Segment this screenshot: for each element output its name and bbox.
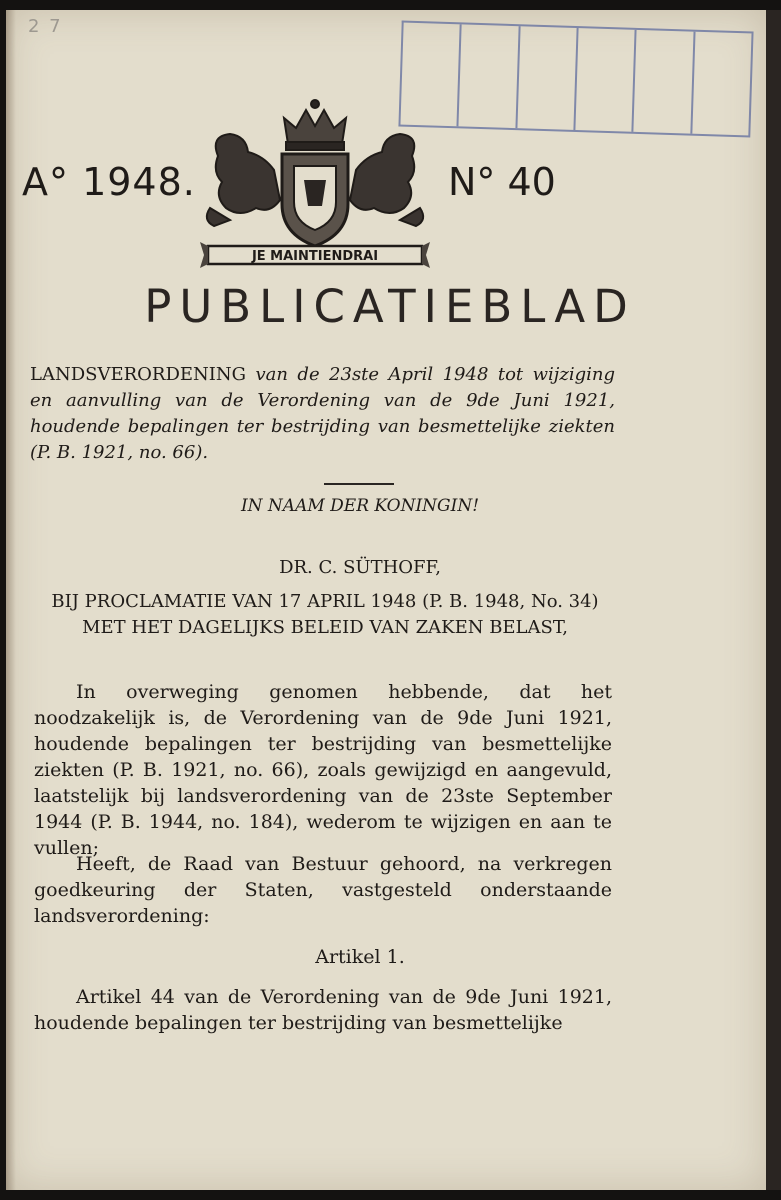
publication-number: N° 40 bbox=[448, 160, 556, 204]
stamp-cell bbox=[517, 26, 579, 130]
paragraph-heeft: Heeft, de Raad van Bestuur gehoord, na verkregen goedkeuring der Staten, vastgesteld onderstaande landsverordening: bbox=[34, 853, 612, 927]
stamp-cell bbox=[459, 24, 521, 128]
law-title-rest: van de 23ste April 1948 tot wijziging en aanvulling van de Verordening van de 9de Juni 1921, houdende bepalingen ter bestrijding van besmettelijke ziekten (P. B. 1921, no. 66). bbox=[30, 364, 615, 463]
page-title: PUBLICATIEBLAD bbox=[144, 280, 636, 333]
proclamation-text: BIJ PROCLAMATIE VAN 17 APRIL 1948 (P. B. 1948, No. 34) MET HET DAGELIJKS BELEID VAN ZAKEN BELAST, bbox=[51, 591, 599, 638]
law-title-lead: LANDSVERORDENING bbox=[30, 364, 247, 385]
crest-motto: JE MAINTIENDRAI bbox=[251, 249, 379, 264]
invocation-heading: IN NAAM DER KONINGIN! bbox=[240, 496, 480, 516]
law-title bbox=[30, 362, 615, 466]
publication-year: A° 1948. bbox=[22, 160, 196, 204]
stamp-cell bbox=[692, 32, 754, 136]
pencil-annotation: 2 7 bbox=[28, 16, 63, 37]
stamp-cell bbox=[575, 28, 637, 132]
stamp-cell bbox=[634, 30, 696, 134]
paragraph-overweging: In overweging genomen hebbende, dat het noodzakelijk is, de Verordening van de 9de Juni 1921, houdende bepalingen ter bestrijding van besmettelijke ziekten (P. B. 1921, no. 66), zoals gewijzigd en aangevuld, laatstelijk bij landsverordening van de 23ste September 1944 (P. B. 1944, no. 184), wederom te wijzigen en aan te vullen; bbox=[34, 681, 612, 859]
stamp-grid bbox=[398, 20, 753, 137]
background-edge bbox=[766, 10, 781, 1190]
binding-shadow bbox=[6, 10, 16, 1190]
coat-of-arms-icon bbox=[200, 96, 430, 268]
author-name: DR. C. SÜTHOFF, bbox=[279, 557, 441, 578]
article-text: Artikel 44 van de Verordening van de 9de Juni 1921, houdende bepalingen ter bestrijding van besmettelijke bbox=[34, 986, 612, 1034]
article-heading: Artikel 1. bbox=[315, 946, 405, 968]
divider bbox=[324, 483, 394, 485]
